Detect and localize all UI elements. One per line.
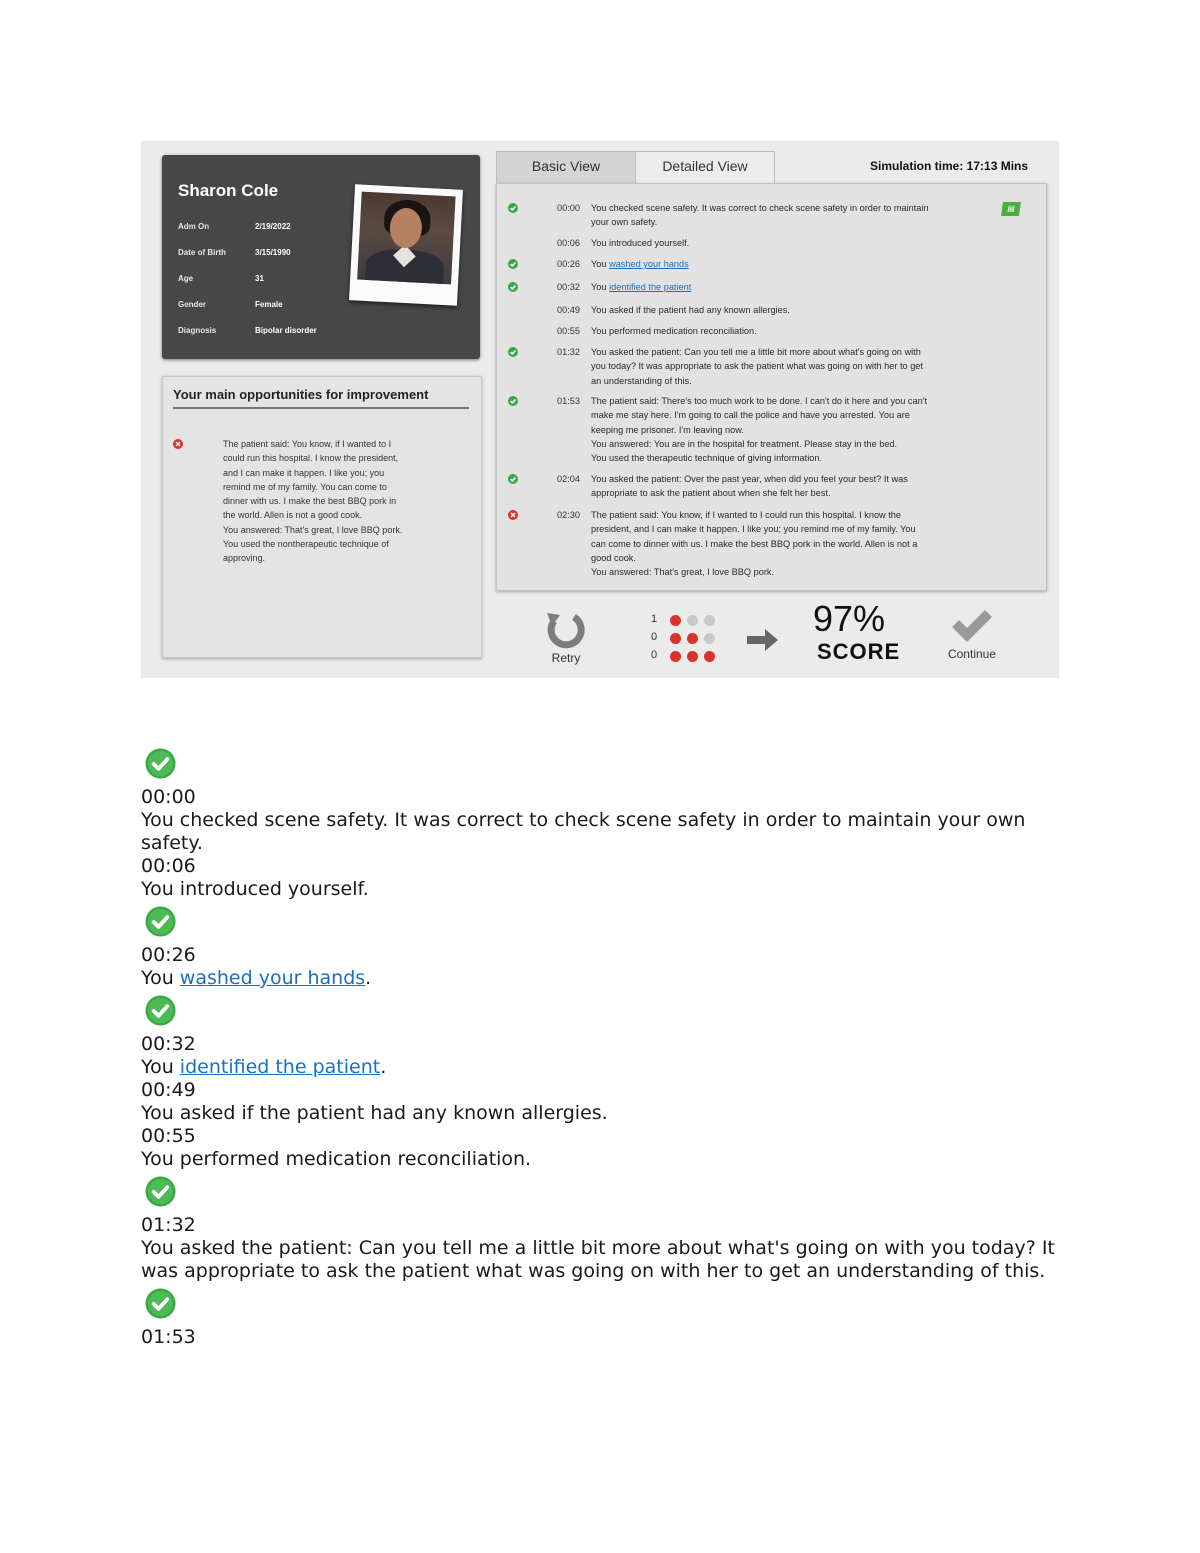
field-label: Age [178,274,194,283]
patient-field [178,222,291,231]
improvement-text [223,437,453,566]
attempt-count: 0 [651,631,658,643]
check-icon [145,1288,176,1319]
entry-prefix: You [141,1056,180,1078]
check-icon [508,203,518,213]
check-icon [145,906,176,937]
text-line: the world. Allen is not a good cook. [223,510,363,521]
check-icon [145,1176,176,1207]
log-text: can come to dinner with us. I make the best BBQ pork in the world. Allen is not a [591,538,918,549]
log-time: 00:32 [557,282,580,292]
entry-prefix: You [141,967,180,989]
log-time: 00:49 [557,305,580,315]
entry-text: You checked scene safety. It was correct to check scene safety in order to maintain your own safety. [141,809,1026,854]
text-line: and I can make it happen. I like you; you [223,467,385,478]
check-icon [145,748,176,779]
attempt-dot [704,615,715,626]
continue-label: Continue [947,647,997,661]
check-icon [508,474,518,484]
continue-button[interactable] [937,607,1007,661]
entry-time: 01:32 [141,1214,196,1236]
patient-name: Sharon Cole [178,181,279,200]
improvement-panel [162,376,482,658]
field-value: 2/19/2022 [255,222,291,231]
log-time: 00:06 [557,238,580,248]
text-line: dinner with us. I make the best BBQ pork in [223,496,397,507]
patient-field [178,300,283,309]
attempt-dot [687,633,698,644]
text-line: The patient said: You know, if I wanted to I [223,439,392,449]
entry-text [141,967,1071,990]
patient-field [178,326,317,335]
error-icon [508,510,518,520]
arrow-right-icon [747,628,779,652]
log-time: 00:00 [557,203,580,213]
log-time: 01:32 [557,347,580,357]
retry-label: Retry [551,651,581,665]
log-time: 02:30 [557,510,580,520]
log-text: keeping me prisoner. I'm leaving now. [591,424,744,435]
log-text: an understanding of this. [591,375,692,386]
field-label: Gender [178,300,207,309]
entry-text: You introduced yourself. [141,878,369,900]
attempt-count: 1 [651,613,658,625]
field-label: Adm On [178,222,210,231]
attempt-dot [687,615,698,626]
log-text: You asked if the patient had any known allergies. [591,305,790,315]
log-text: your own safety. [591,217,658,228]
attempt-dot [704,633,715,644]
entry-text [141,1056,1071,1079]
attempt-dot [670,651,681,662]
check-icon [508,259,518,269]
log-text: You answered: You are in the hospital for treatment. Please stay in the bed. [591,438,898,449]
field-value: Female [255,300,283,309]
log-text: good cook. [591,552,636,563]
text-line: remind me of my family. You can come to [223,481,387,492]
field-label: Date of Birth [178,248,226,257]
improvement-title: Your main opportunities for improvement [173,387,469,409]
entry-time: 00:32 [141,1033,196,1055]
entry-text: You asked if the patient had any known allergies. [141,1102,608,1124]
log-text: president, and I can make it happen. I like you; you remind me of my family. You [591,524,916,535]
log-text: You [591,282,610,292]
log-text: You introduced yourself. [591,238,690,248]
log-text: The patient said: You know, if I wanted to I could run this hospital. I know the [591,510,902,520]
error-icon [173,439,183,449]
identified-patient-link[interactable]: identified the patient [609,282,692,292]
check-icon [508,347,518,357]
text-line: approving. [223,553,266,564]
retry-button[interactable] [541,609,591,665]
text-line: You answered: That's great, I love BBQ pork. [223,524,403,535]
log-text: You performed medication reconciliation. [591,326,757,336]
entry-time: 00:55 [141,1125,196,1147]
patient-card [162,155,480,359]
entry-suffix: . [380,1056,387,1078]
log-text: make me stay here. I'm going to call the police and have you arrested. You are [591,410,910,421]
tab-basic-view[interactable]: Basic View [496,151,636,184]
log-time: 00:55 [557,326,580,336]
simulation-screenshot [141,141,1059,678]
detailed-log[interactable] [496,183,1047,591]
log-text: You asked the patient: Over the past year, when did you feel your best? It was [591,474,908,484]
entry-text: You asked the patient: Can you tell me a little bit more about what's going on with you today? It was appropriate to ask the patient what was going on with her to get an understanding of this. [141,1237,1055,1282]
entry-text: You performed medication reconciliation. [141,1148,532,1170]
identified-patient-link[interactable]: identified the patient [179,1056,381,1078]
transcript [141,748,1071,1349]
entry-time: 00:00 [141,786,196,808]
check-icon [508,282,518,292]
log-text: The patient said: There's too much work to be done. I can't do it here and you can't [591,396,928,406]
score-label: SCORE [817,639,901,664]
checkmark-icon [949,607,995,647]
attempt-dot [687,651,698,662]
entry-time: 01:53 [141,1326,196,1348]
log-time: 00:26 [557,259,580,269]
entry-time: 00:26 [141,944,196,966]
patient-field [178,274,264,283]
attempt-count: 0 [651,649,658,661]
log-text: appropriate to ask the patient about when she felt her best. [591,488,831,499]
log-text: You checked scene safety. It was correct to check scene safety in order to maintain [591,203,929,213]
entry-time: 00:49 [141,1079,196,1101]
retry-icon [544,609,588,651]
log-time: 01:53 [557,396,580,406]
text-line: could run this hospital. I know the president, [223,453,399,464]
patient-field [178,248,291,257]
check-icon [145,995,176,1026]
attempt-dot [704,651,715,662]
washed-hands-link[interactable]: washed your hands [609,259,689,269]
score-percent: 97% [813,598,886,639]
log-text: You asked the patient: Can you tell me a little bit more about what's going on with [591,347,921,357]
log-time: 02:04 [557,474,580,484]
entry-time: 00:06 [141,855,196,877]
log-text: You used the therapeutic technique of giving information. [591,453,823,464]
field-value: 31 [255,274,264,283]
text-line: You used the nontherapeutic technique of [223,539,389,550]
check-icon [508,396,518,406]
book-icon[interactable]: ▤ [1001,202,1021,216]
patient-photo [349,184,463,305]
field-value: Bipolar disorder [255,326,317,335]
log-text: You answered: That's great, I love BBQ pork. [591,567,775,578]
log-text: you today? It was appropriate to ask the patient what was going on with her to get [591,361,923,372]
field-label: Diagnosis [178,326,217,335]
entry-suffix: . [365,967,372,989]
washed-hands-link[interactable]: washed your hands [179,967,366,989]
field-value: 3/15/1990 [255,248,291,257]
tab-detailed-view[interactable]: Detailed View [635,151,775,184]
attempt-dot [670,615,681,626]
log-text: You [591,259,610,269]
simulation-time: Simulation time: 17:13 Mins [870,159,1029,173]
attempt-dot [670,633,681,644]
